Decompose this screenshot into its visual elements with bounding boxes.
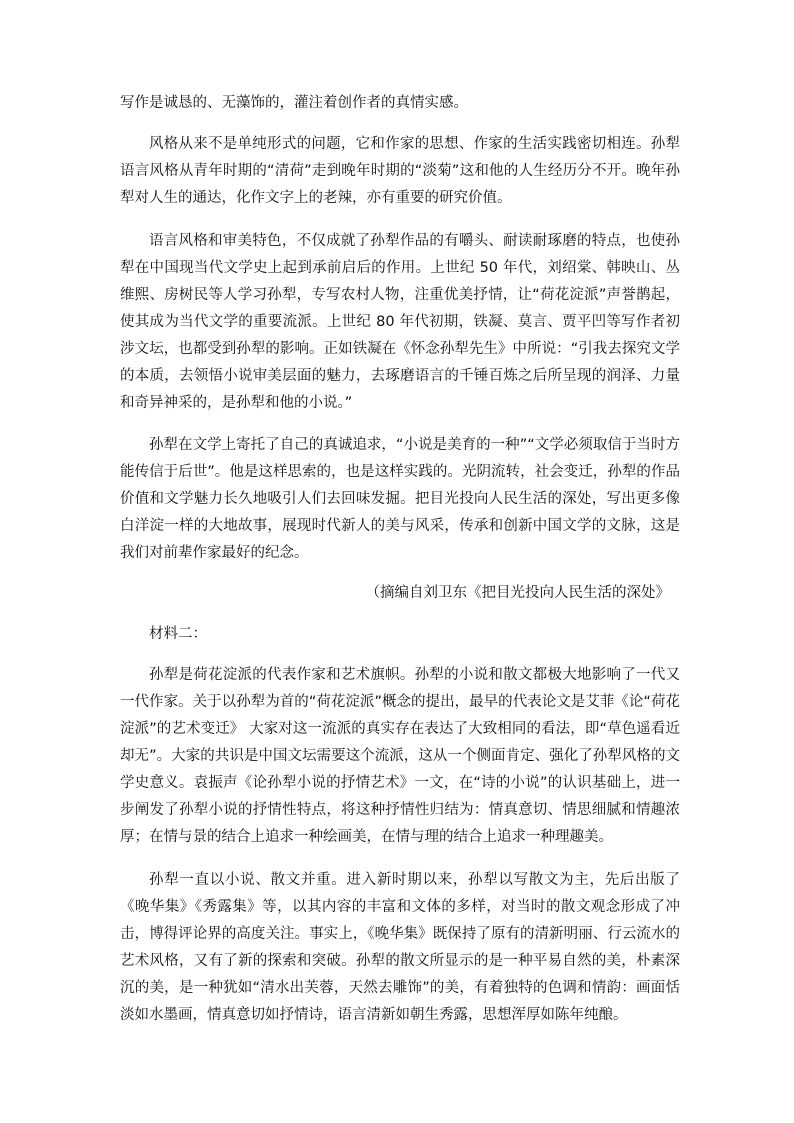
paragraph-material-1: 孙犁是荷花淀派的代表作家和艺术旗帜。孙犁的小说和散文都极大地影响了一代又一代作家。关于以孙犁为首的“荷花淀派”概念的提出，最早的代表论文是艾菲《论“荷花淀派”的艺术变迁》 大家对这一流派的真实存在表达了大致相同的看法，即“草色遥看近却无”。大家的共识是中国文坛需要这个流派，这从一个侧面肯定、强化了孙犁风格的文学史意义。袁振声《论孙犁小说的抒情艺术》一文，在“诗的小说”的认识基础上，进一步阐发了孙犁小说的抒情性特点，将这种抒情性归结为：情真意切、情思细腻和情趣浓厚；在情与景的结合上追求一种绘画美，在情与理的结合上追求一种理趣美。 <box>120 667 680 845</box>
material-heading: 材料二： <box>149 626 207 642</box>
paragraph-continuation: 写作是诚恳的、无藻饰的，灌注着创作者的真情实感。 <box>120 95 468 111</box>
source-citation: （摘编自刘卫东《把目光投向人民生活的深处》 <box>365 585 670 601</box>
paragraph-legacy: 孙犁在文学上寄托了自己的真诚追求，“小说是美育的一种”“文学必须取信于当时方能传信于后世”。他是这样思索的，也是这样实践的。光阴流转，社会变迁，孙犁的作品价值和文学魅力长久地吸引人们去回味发掘。把目光投向人民生活的深处，写出更多像白洋淀一样的大地故事，展现时代新人的美与风采，传承和创新中国文学的文脉，这是我们对前辈作家最好的纪念。 <box>120 437 680 561</box>
paragraph-material-2: 孙犁一直以小说、散文并重。进入新时期以来，孙犁以写散文为主，先后出版了《晚华集》《秀露集》等，以其内容的丰富和文体的多样，对当时的散文观念形成了冲击，博得评论界的高度关注。事实上，《晚华集》既保持了原有的清新明丽、行云流水的艺术风格，又有了新的探索和突破。孙犁的散文所显示的是一种平易自然的美，朴素深沉的美，是一种犹如“清水出芙蓉，天然去雕饰”的美，有着独特的色调和情韵：画面恬淡如水墨画，情真意切如抒情诗，语言清新如朝生秀露，思想浑厚如陈年纯酿。 <box>120 872 680 1023</box>
paragraph-influence: 语言风格和审美特色，不仅成就了孙犁作品的有嚼头、耐读耐琢磨的特点，也使孙犁在中国现当代文学史上起到承前启后的作用。上世纪 50 年代，刘绍棠、韩映山、丛维熙、房树民等人学习孙犁，专写农村人物，注重优美抒情，让“荷花淀派”声誉鹊起，使其成为当代文学的重要流派。上世纪 80 年代初期，铁凝、莫言、贾平凹等写作者初涉文坛，也都受到孙犁的影响。正如铁凝在《怀念孙犁先生》中所说：“引我去探究文学的本质，去领悟小说审美层面的魅力，去琢磨语言的千锤百炼之后所呈现的润泽、力量和奇异神采的，是孙犁和他的小说。” <box>120 233 680 411</box>
paragraph-style: 风格从来不是单纯形式的问题，它和作家的思想、作家的生活实践密切相连。孙犁语言风格从青年时期的“清荷”走到晚年时期的“淡菊”这和他的人生经历分不开。晚年孙犁对人生的通达，化作文字上的老辣，亦有重要的研究价值。 <box>120 136 680 206</box>
